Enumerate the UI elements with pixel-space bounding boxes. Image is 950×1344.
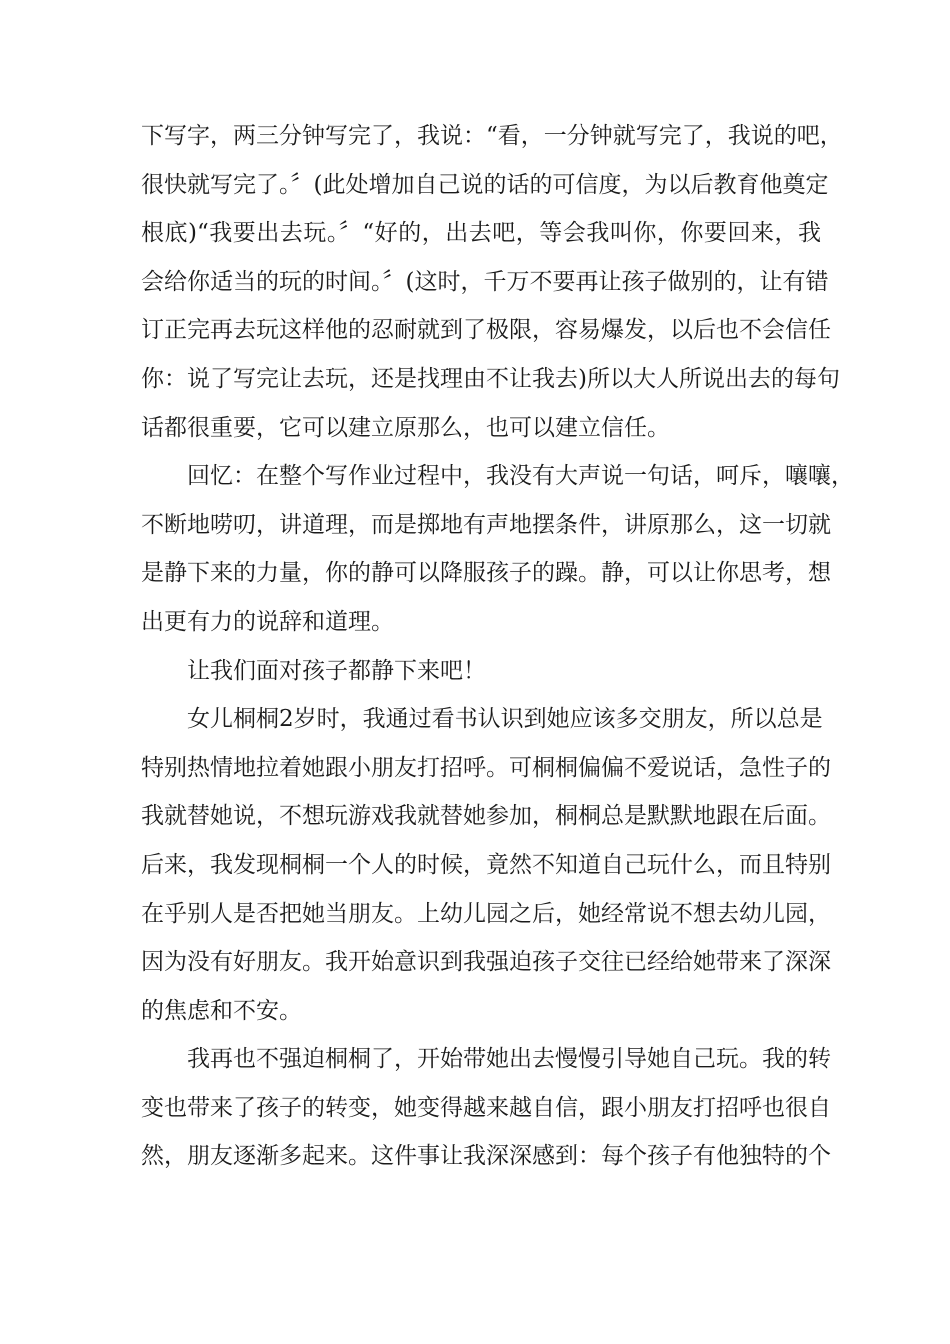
- text-line: 订正完再去玩这样他的忍耐就到了极限，容易爆发，以后也不会信任: [141, 317, 831, 344]
- paragraph-first-line: 我再也不强迫桐桐了，开始带她出去慢慢引导她自己玩。我的转: [187, 1046, 831, 1073]
- paragraph-first-line: 女儿桐桐2岁时，我通过看书认识到她应该多交朋友，所以总是: [187, 706, 823, 733]
- text-line: 很快就写完了。〞(此处增加自己说的话的可信度，为以后教育他奠定: [141, 171, 829, 198]
- text-line: 话都很重要，它可以建立原那么，也可以建立信任。: [141, 414, 670, 441]
- text-line: 然，朋友逐渐多起来。这件事让我深深感到：每个孩子有他独特的个: [141, 1143, 831, 1170]
- text-line: 后来，我发现桐桐一个人的时候，竟然不知道自己玩什么，而且特别: [141, 851, 831, 878]
- text-line: 是静下来的力量，你的静可以降服孩子的躁。静，可以让你思考，想: [141, 560, 831, 587]
- text-line: 根底)“我要出去玩。〞“好的，出去吧，等会我叫你，你要回来，我: [141, 220, 821, 247]
- text-line: 因为没有好朋友。我开始意识到我强迫孩子交往已经给她带来了深深: [141, 949, 831, 976]
- text-line: 的焦虑和不安。: [141, 997, 302, 1024]
- text-line: 我就替她说，不想玩游戏我就替她参加，桐桐总是默默地跟在后面。: [141, 803, 831, 830]
- paragraph-first-line: 让我们面对孩子都静下来吧！: [187, 657, 486, 684]
- text-line: 出更有力的说辞和道理。: [141, 608, 394, 635]
- text-line: 变也带来了孩子的转变，她变得越来越自信，跟小朋友打招呼也很自: [141, 1094, 831, 1121]
- text-line: 在乎别人是否把她当朋友。上幼儿园之后，她经常说不想去幼儿园，: [141, 900, 831, 927]
- text-line: 你：说了写完让去玩，还是找理由不让我去)所以大人所说出去的每句: [141, 365, 840, 392]
- article-body: [141, 112, 854, 1181]
- text-line: 下写字，两三分钟写完了，我说：“看，一分钟就写完了，我说的吧，: [141, 123, 843, 149]
- text-line: 不断地唠叨，讲道理，而是掷地有声地摆条件，讲原那么，这一切就: [141, 511, 831, 538]
- text-line: 特别热情地拉着她跟小朋友打招呼。可桐桐偏偏不爱说话，急性子的: [141, 754, 831, 781]
- paragraph-first-line: 回忆：在整个写作业过程中，我没有大声说一句话，呵斥，嚷嚷，: [187, 463, 854, 490]
- text-line: 会给你适当的玩的时间。〞(这时，千万不要再让孩子做别的，让有错: [141, 268, 829, 295]
